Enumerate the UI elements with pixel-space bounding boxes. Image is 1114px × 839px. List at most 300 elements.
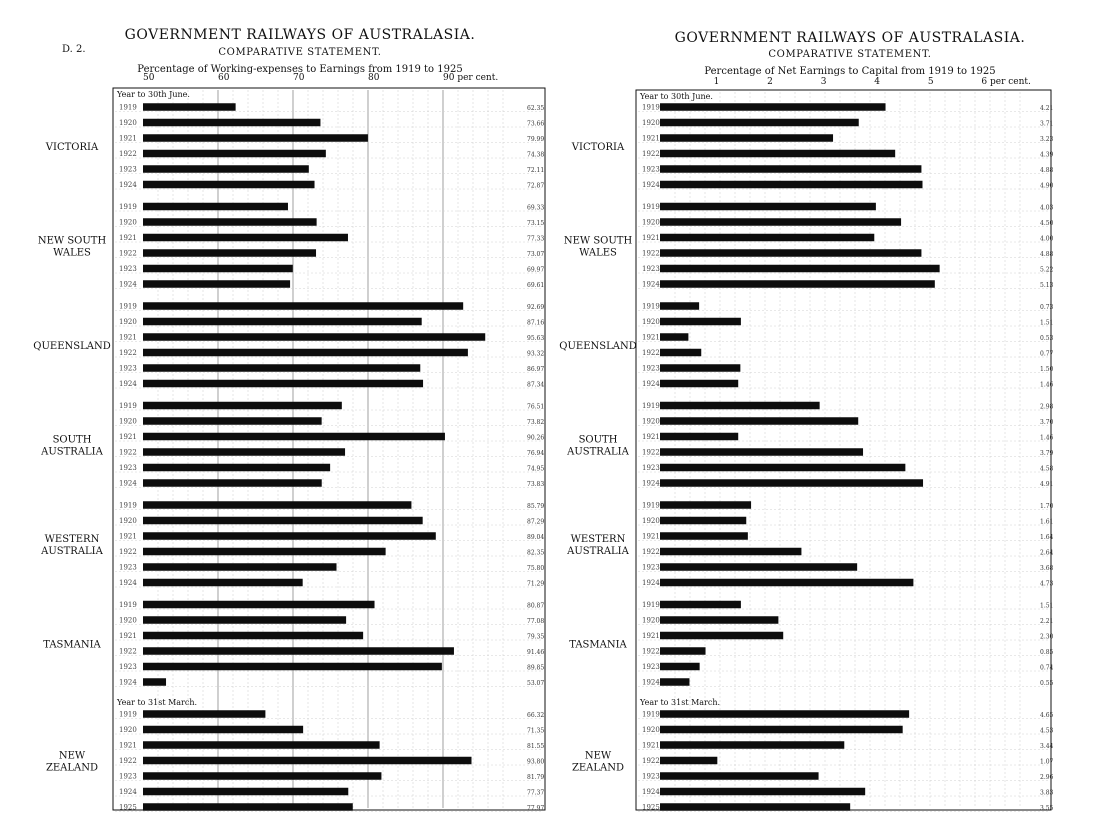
right-value-label: 4.88 xyxy=(1040,167,1054,174)
right-bar xyxy=(660,280,935,288)
left-year-label: 1921 xyxy=(119,333,137,342)
right-year-label: 1921 xyxy=(642,234,660,242)
left-bar xyxy=(143,234,348,242)
left-year-label: 1919 xyxy=(119,710,137,719)
left-value-label: 76.94 xyxy=(527,450,545,457)
left-value-label: 74.95 xyxy=(527,465,545,473)
left-bar xyxy=(143,563,337,571)
right-bar xyxy=(660,678,689,686)
left-group-label: NEW SOUTH xyxy=(37,235,107,247)
left-year-label: 1922 xyxy=(119,548,137,556)
left-value-label: 82.35 xyxy=(527,549,545,557)
right-year-label: 1924 xyxy=(642,678,660,687)
left-bar xyxy=(143,349,468,357)
left-bar xyxy=(143,710,265,718)
left-year-label: 1925 xyxy=(119,803,137,812)
right-group-label: WALES xyxy=(579,247,617,259)
right-year-label: 1925 xyxy=(642,803,660,812)
left-year-label: 1923 xyxy=(119,265,137,273)
left-year-label: 1920 xyxy=(119,119,137,127)
right-axis-tick-label: 3 xyxy=(820,77,827,87)
left-group-label: ZEALAND xyxy=(45,762,99,774)
right-year-label: 1923 xyxy=(642,165,660,174)
right-year-label: 1923 xyxy=(642,663,660,671)
left-group-label: TASMANIA xyxy=(43,639,101,651)
left-value-label: 69.97 xyxy=(527,266,545,274)
right-value-label: 3.79 xyxy=(1040,450,1054,457)
right-bar xyxy=(660,302,699,310)
right-value-label: 2.64 xyxy=(1040,549,1054,557)
right-year-label: 1923 xyxy=(642,464,660,472)
left-year-label: 1923 xyxy=(119,464,137,472)
right-value-label: 1.46 xyxy=(1040,381,1054,389)
right-bar xyxy=(660,249,921,257)
left-year-label: 1923 xyxy=(119,364,137,373)
right-bar xyxy=(660,788,865,796)
right-bar xyxy=(660,380,738,388)
right-year-label: 1919 xyxy=(642,203,660,211)
left-year-label: 1923 xyxy=(119,772,137,781)
right-year-label: 1924 xyxy=(642,380,660,388)
left-year-label: 1919 xyxy=(119,501,137,510)
right-footer-note: Year to 31st March. xyxy=(640,698,721,707)
left-year-label: 1923 xyxy=(119,663,137,671)
right-axis-tick-label: 6 per cent. xyxy=(981,77,1031,87)
right-bar xyxy=(660,464,905,472)
right-year-label: 1924 xyxy=(642,280,660,289)
left-year-label: 1923 xyxy=(119,165,137,174)
right-bar xyxy=(660,318,741,326)
right-bar xyxy=(660,103,886,111)
left-bar xyxy=(143,803,353,811)
left-year-label: 1921 xyxy=(119,433,137,441)
right-year-label: 1920 xyxy=(642,119,660,127)
right-value-label: 3.44 xyxy=(1040,743,1054,750)
left-bar xyxy=(143,402,342,410)
left-group-label: WESTERN xyxy=(44,533,100,545)
right-year-label: 1919 xyxy=(642,302,660,311)
left-value-label: 80.87 xyxy=(527,602,545,610)
right-bar xyxy=(660,417,858,425)
left-bar xyxy=(143,726,303,734)
left-group-label: AUSTRALIA xyxy=(41,446,103,458)
right-year-label: 1921 xyxy=(642,532,660,541)
left-value-label: 69.33 xyxy=(527,204,545,212)
right-bar xyxy=(660,364,740,372)
right-group-label: WESTERN xyxy=(570,533,626,545)
right-value-label: 4.00 xyxy=(1040,235,1054,243)
left-bar xyxy=(143,280,290,288)
right-bar xyxy=(660,119,859,127)
right-bar xyxy=(660,265,940,273)
left-value-label: 87.16 xyxy=(527,319,545,327)
left-value-label: 73.07 xyxy=(527,251,545,258)
left-group-label: AUSTRALIA xyxy=(41,545,103,557)
left-year-label: 1920 xyxy=(119,726,137,734)
right-bar xyxy=(660,479,923,487)
right-year-label: 1920 xyxy=(642,517,660,525)
right-value-label: 4.39 xyxy=(1040,151,1054,159)
left-value-label: 89.85 xyxy=(527,664,545,672)
right-value-label: 3.71 xyxy=(1040,120,1054,128)
right-value-label: 4.90 xyxy=(1040,182,1054,190)
right-bar xyxy=(660,150,895,158)
right-bar xyxy=(660,448,863,456)
left-bar xyxy=(143,218,317,226)
right-year-label: 1919 xyxy=(642,710,660,719)
left-value-label: 71.35 xyxy=(527,727,545,735)
right-bar xyxy=(660,517,746,525)
right-year-label: 1921 xyxy=(642,333,660,342)
right-year-label: 1924 xyxy=(642,579,660,587)
left-value-label: 81.79 xyxy=(527,774,545,781)
left-year-label: 1919 xyxy=(119,203,137,211)
right-year-label: 1924 xyxy=(642,788,660,796)
right-bar xyxy=(660,134,833,142)
left-year-label: 1922 xyxy=(119,647,137,656)
right-value-label: 2.98 xyxy=(1040,403,1054,411)
right-bar xyxy=(660,757,717,765)
right-group-label: NEW xyxy=(584,750,612,762)
left-bar xyxy=(143,548,386,556)
left-year-label: 1924 xyxy=(119,788,137,796)
left-year-label: 1919 xyxy=(119,601,137,609)
left-value-label: 72.87 xyxy=(527,182,545,190)
right-year-label: 1922 xyxy=(642,349,660,357)
left-year-label: 1924 xyxy=(119,380,137,388)
left-bar xyxy=(143,757,472,765)
right-bar xyxy=(660,803,850,811)
right-year-label: 1921 xyxy=(642,741,660,750)
left-value-label: 73.82 xyxy=(527,419,545,426)
left-value-label: 92.69 xyxy=(527,304,545,311)
right-value-label: 0.77 xyxy=(1040,350,1054,358)
left-bar xyxy=(143,333,485,341)
left-value-label: 66.32 xyxy=(527,712,545,719)
right-bar xyxy=(660,402,820,410)
right-year-label: 1919 xyxy=(642,103,660,112)
right-year-label: 1922 xyxy=(642,150,660,158)
left-bar xyxy=(143,448,345,456)
right-value-label: 1.51 xyxy=(1040,319,1054,327)
left-year-label: 1922 xyxy=(119,150,137,158)
right-bar xyxy=(660,433,738,441)
left-value-label: 85.79 xyxy=(527,503,545,510)
right-value-label: 2.30 xyxy=(1040,633,1054,641)
left-year-label: 1919 xyxy=(119,302,137,311)
left-year-label: 1920 xyxy=(119,318,137,326)
left-year-label: 1920 xyxy=(119,417,137,426)
right-group-label: ZEALAND xyxy=(571,762,625,774)
right-value-label: 4.91 xyxy=(1040,481,1054,488)
left-bar xyxy=(143,318,422,326)
right-year-label: 1920 xyxy=(642,726,660,734)
right-value-label: 4.73 xyxy=(1040,580,1054,588)
right-bar xyxy=(660,647,706,655)
right-group-label: AUSTRALIA xyxy=(567,446,629,458)
right-year-label: 1919 xyxy=(642,601,660,609)
left-value-label: 79.99 xyxy=(527,136,545,143)
right-axis-tick-label: 5 xyxy=(927,77,934,87)
left-year-label: 1923 xyxy=(119,563,137,572)
left-year-label: 1920 xyxy=(119,218,137,227)
right-group-label: VICTORIA xyxy=(571,141,625,153)
left-bar xyxy=(143,417,322,425)
right-value-label: 1.51 xyxy=(1040,602,1054,610)
left-value-label: 79.35 xyxy=(527,633,545,641)
right-value-label: 0.55 xyxy=(1040,680,1054,687)
left-axis-tick-label: 80 xyxy=(368,73,380,83)
left-year-label: 1921 xyxy=(119,532,137,541)
right-value-label: 0.85 xyxy=(1040,649,1054,656)
left-bar xyxy=(143,479,322,487)
left-year-label: 1924 xyxy=(119,678,137,687)
right-value-label: 1.70 xyxy=(1040,503,1054,510)
left-bar xyxy=(143,663,442,671)
left-year-label: 1920 xyxy=(119,517,137,525)
left-year-label: 1919 xyxy=(119,103,137,112)
right-value-label: 4.21 xyxy=(1040,105,1054,112)
left-bar xyxy=(143,181,315,189)
right-year-label: 1922 xyxy=(642,249,660,258)
left-chart-title: GOVERNMENT RAILWAYS OF AUSTRALASIA. xyxy=(124,27,476,43)
right-value-label: 3.23 xyxy=(1040,136,1054,143)
right-bar xyxy=(660,218,901,226)
right-bar xyxy=(660,601,741,609)
right-year-label: 1922 xyxy=(642,647,660,656)
right-year-label: 1920 xyxy=(642,318,660,326)
left-year-label: 1924 xyxy=(119,479,137,488)
left-bar xyxy=(143,134,368,142)
left-value-label: 73.15 xyxy=(527,220,545,227)
left-axis-tick-label: 90 per cent. xyxy=(443,73,499,83)
left-value-label: 53.07 xyxy=(527,680,545,687)
right-bar xyxy=(660,632,783,640)
right-value-label: 3.70 xyxy=(1040,419,1054,426)
right-year-label: 1922 xyxy=(642,448,660,457)
left-year-label: 1922 xyxy=(119,349,137,357)
left-axis-tick-label: 70 xyxy=(293,73,305,83)
right-bar xyxy=(660,663,700,671)
left-group-label: SOUTH xyxy=(52,434,92,446)
right-bar xyxy=(660,349,701,357)
right-year-label: 1924 xyxy=(642,181,660,189)
left-bar xyxy=(143,433,445,441)
left-axis-tick-label: 60 xyxy=(218,73,230,83)
left-year-label: 1924 xyxy=(119,181,137,189)
left-bar xyxy=(143,249,316,257)
left-value-label: 72.11 xyxy=(527,167,545,174)
right-group-label: TASMANIA xyxy=(569,639,627,651)
left-bar xyxy=(143,579,303,587)
left-chart-subtitle: COMPARATIVE STATEMENT. xyxy=(218,47,382,58)
left-header-note: Year to 30th June. xyxy=(117,90,190,99)
left-bar xyxy=(143,380,423,388)
right-year-label: 1920 xyxy=(642,417,660,426)
left-chart-caption: Percentage of Working-expenses to Earnings from 1919 to 1925 xyxy=(137,64,463,75)
right-bar xyxy=(660,772,819,780)
right-year-label: 1921 xyxy=(642,134,660,143)
right-chart-title: GOVERNMENT RAILWAYS OF AUSTRALASIA. xyxy=(674,30,1026,46)
right-year-label: 1919 xyxy=(642,501,660,510)
right-year-label: 1924 xyxy=(642,479,660,488)
left-bar xyxy=(143,265,293,273)
left-bar xyxy=(143,616,346,624)
left-axis-tick-label: 50 xyxy=(143,73,155,83)
right-value-label: 4.53 xyxy=(1040,727,1054,735)
left-value-label: 77.37 xyxy=(527,789,545,797)
right-value-label: 0.74 xyxy=(1040,664,1054,672)
right-year-label: 1923 xyxy=(642,265,660,273)
left-value-label: 69.61 xyxy=(527,282,545,289)
left-year-label: 1920 xyxy=(119,616,137,625)
right-value-label: 0.53 xyxy=(1040,335,1054,342)
left-bar xyxy=(143,741,380,749)
left-value-label: 93.80 xyxy=(527,758,545,766)
left-value-label: 87.34 xyxy=(527,381,545,389)
left-group-label: QUEENSLAND xyxy=(33,340,111,352)
left-bar xyxy=(143,165,309,173)
left-bar xyxy=(143,501,411,509)
right-group-label: NEW SOUTH xyxy=(563,235,633,247)
right-value-label: 1.46 xyxy=(1040,434,1054,442)
right-value-label: 4.50 xyxy=(1040,220,1054,227)
left-bar xyxy=(143,464,330,472)
left-group-label: VICTORIA xyxy=(45,141,99,153)
right-bar xyxy=(660,234,874,242)
right-value-label: 4.88 xyxy=(1040,251,1054,258)
left-bar xyxy=(143,632,363,640)
right-bar xyxy=(660,165,921,173)
left-bar xyxy=(143,532,436,540)
right-value-label: 5.22 xyxy=(1040,266,1054,274)
left-value-label: 90.26 xyxy=(527,434,545,442)
right-year-label: 1923 xyxy=(642,364,660,373)
left-bar xyxy=(143,119,320,127)
left-bar xyxy=(143,103,236,111)
left-year-label: 1922 xyxy=(119,448,137,457)
right-chart-caption: Percentage of Net Earnings to Capital from 1919 to 1925 xyxy=(704,66,996,77)
right-bar xyxy=(660,501,751,509)
left-bar xyxy=(143,678,166,686)
left-value-label: 77.33 xyxy=(527,235,545,243)
right-bar xyxy=(660,203,876,211)
right-bar xyxy=(660,333,688,341)
left-value-label: 77.08 xyxy=(527,618,545,625)
left-footer-note: Year to 31st March. xyxy=(117,698,198,707)
right-value-label: 4.58 xyxy=(1040,465,1054,473)
document-reference: D. 2. xyxy=(62,44,86,55)
right-year-label: 1921 xyxy=(642,632,660,640)
right-value-label: 3.55 xyxy=(1040,805,1054,812)
left-value-label: 86.97 xyxy=(527,366,545,373)
left-group-label: WALES xyxy=(53,247,91,259)
left-bar xyxy=(143,364,420,372)
right-year-label: 1919 xyxy=(642,402,660,410)
right-value-label: 1.64 xyxy=(1040,534,1054,541)
left-value-label: 91.46 xyxy=(527,649,545,656)
right-value-label: 1.61 xyxy=(1040,518,1054,526)
left-bar xyxy=(143,203,288,211)
left-bar xyxy=(143,601,375,609)
left-value-label: 75.80 xyxy=(527,565,545,572)
left-value-label: 73.66 xyxy=(527,120,545,128)
left-year-label: 1924 xyxy=(119,579,137,587)
left-year-label: 1921 xyxy=(119,234,137,242)
right-value-label: 4.65 xyxy=(1040,712,1054,719)
left-value-label: 93.32 xyxy=(527,350,545,358)
left-bar xyxy=(143,772,381,780)
right-year-label: 1923 xyxy=(642,772,660,781)
right-value-label: 5.13 xyxy=(1040,282,1054,289)
right-year-label: 1920 xyxy=(642,218,660,227)
left-value-label: 74.38 xyxy=(527,151,545,159)
left-year-label: 1921 xyxy=(119,632,137,640)
left-value-label: 89.04 xyxy=(527,534,545,541)
left-bar xyxy=(143,150,326,158)
left-bar xyxy=(143,302,463,310)
right-value-label: 1.50 xyxy=(1040,366,1054,373)
right-value-label: 3.83 xyxy=(1040,789,1054,797)
right-value-label: 2.21 xyxy=(1040,618,1054,625)
left-bar xyxy=(143,647,454,655)
right-value-label: 1.07 xyxy=(1040,758,1054,766)
left-value-label: 87.29 xyxy=(527,518,545,526)
right-value-label: 2.96 xyxy=(1040,774,1054,781)
left-value-label: 73.83 xyxy=(527,481,545,488)
right-value-label: 3.68 xyxy=(1040,565,1054,572)
right-bar xyxy=(660,741,844,749)
left-year-label: 1921 xyxy=(119,134,137,143)
left-year-label: 1922 xyxy=(119,249,137,258)
left-value-label: 76.51 xyxy=(527,403,545,411)
right-axis-tick-label: 2 xyxy=(767,77,773,87)
left-year-label: 1921 xyxy=(119,741,137,750)
right-bar xyxy=(660,726,903,734)
right-bar xyxy=(660,710,909,718)
right-year-label: 1923 xyxy=(642,563,660,572)
right-bar xyxy=(660,579,913,587)
right-year-label: 1920 xyxy=(642,616,660,625)
left-value-label: 95.63 xyxy=(527,335,545,342)
right-bar xyxy=(660,181,923,189)
right-axis-tick-label: 1 xyxy=(713,77,720,87)
left-value-label: 71.29 xyxy=(527,580,545,588)
right-year-label: 1922 xyxy=(642,548,660,556)
right-header-note: Year to 30th June. xyxy=(640,92,713,101)
left-bar xyxy=(143,788,348,796)
right-group-label: AUSTRALIA xyxy=(567,545,629,557)
right-group-label: QUEENSLAND xyxy=(559,340,637,352)
left-year-label: 1924 xyxy=(119,280,137,289)
left-year-label: 1922 xyxy=(119,757,137,765)
right-year-label: 1922 xyxy=(642,757,660,765)
right-axis-tick-label: 4 xyxy=(874,77,881,87)
left-value-label: 62.35 xyxy=(527,105,545,112)
right-bar xyxy=(660,563,857,571)
right-value-label: 0.73 xyxy=(1040,304,1054,311)
right-bar xyxy=(660,616,778,624)
right-value-label: 4.03 xyxy=(1040,204,1054,212)
left-value-label: 81.55 xyxy=(527,743,545,750)
left-bar xyxy=(143,517,423,525)
left-group-label: NEW xyxy=(58,750,86,762)
right-group-label: SOUTH xyxy=(578,434,618,446)
left-year-label: 1919 xyxy=(119,402,137,410)
right-bar xyxy=(660,532,748,540)
right-year-label: 1921 xyxy=(642,433,660,441)
left-value-label: 77.97 xyxy=(527,805,545,812)
